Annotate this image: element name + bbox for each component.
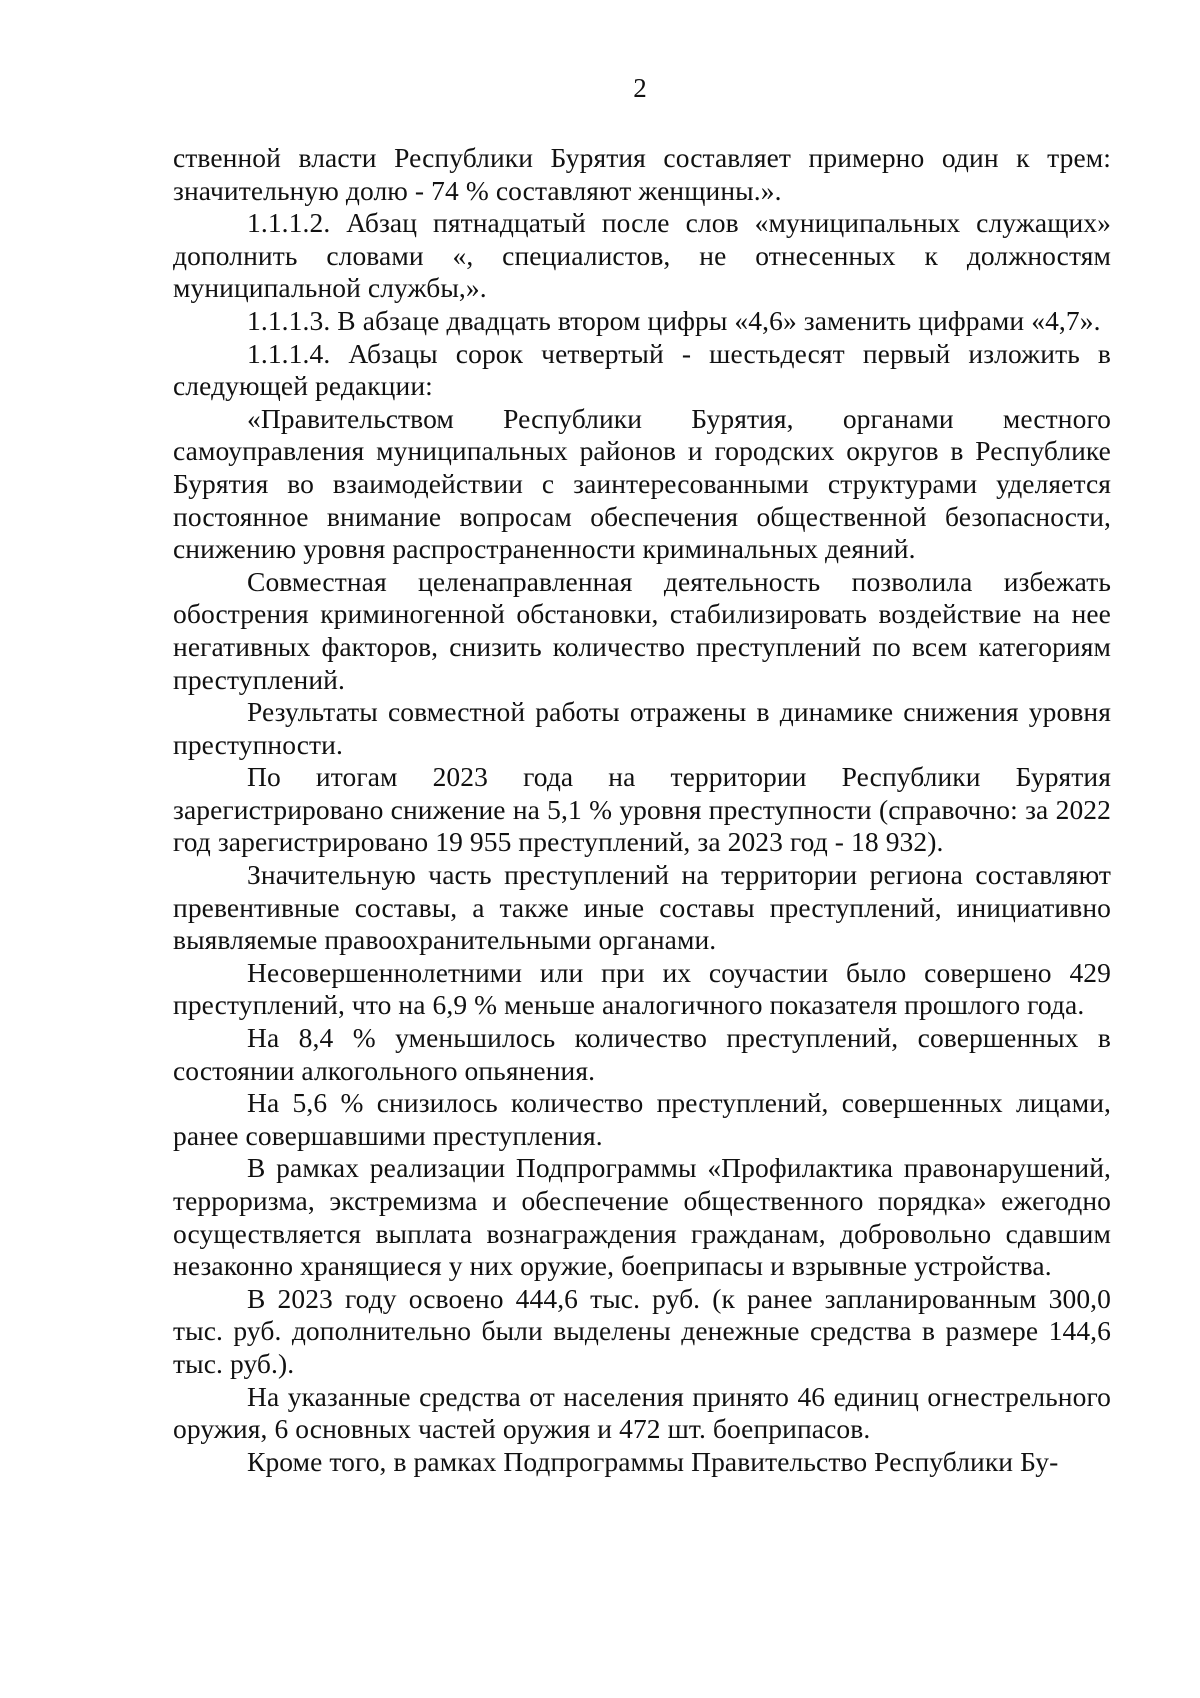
paragraph-item-1-1-1-4: 1.1.1.4. Абзацы сорок четвертый - шестьдесят первый изложить в следующей редакции: xyxy=(173,337,1111,402)
paragraph-alcohol: На 8,4 % уменьшилось количество преступлений, совершенных в состоянии алкогольного опьянения. xyxy=(173,1022,1111,1086)
paragraph-additionally: Кроме того, в рамках Подпрограммы Правительство Республики Бу- xyxy=(247,1445,1059,1477)
paragraph-results: Результаты совместной работы отражены в динамике снижения уровня преступности. xyxy=(173,696,1111,760)
paragraph-2023-results: По итогам 2023 года на территории Республики Бурятия зарегистрировано снижение на 5,1 % уровня преступности (справочно: за 2022 год зарегистрировано 19 955 преступлений, за 2023 год - 18 932). xyxy=(173,761,1111,858)
document-body xyxy=(173,142,1111,1478)
paragraph-continuation: ственной власти Республики Бурятия составляет примерно один к трем: значительную долю - 74 % составляют женщины.». xyxy=(173,142,1111,206)
paragraph-item-1-1-1-2: 1.1.1.2. Абзац пятнадцатый после слов «муниципальных служащих» дополнить словами «, специалистов, не отнесенных к должностям муниципальной службы,». xyxy=(173,207,1111,304)
paragraph-weapons-received: На указанные средства от населения принято 46 единиц огнестрельного оружия, 6 основных частей оружия и 472 шт. боеприпасов. xyxy=(173,1380,1111,1445)
paragraph-preventive-crimes: Значительную часть преступлений на территории региона составляют превентивные составы, а также иные составы преступлений, инициативно выявляемые правоохранительными органами. xyxy=(173,859,1111,956)
paragraph-funds-2023: В 2023 году освоено 444,6 тыс. руб. (к ранее запланированным 300,0 тыс. руб. дополнительно были выделены денежные средства в размере 144,6 тыс. руб.). xyxy=(173,1282,1111,1379)
page-number: 2 xyxy=(633,73,647,103)
paragraph-quoted-intro: «Правительством Республики Бурятия, органами местного самоуправления муниципальных районов и городских округов в Республике Бурятия во взаимодействии с заинтересованными структурами уделяется постоянное внимание вопросам обеспечения общественной безопасности, снижению уровня распространенности криминальных деяний. xyxy=(173,402,1111,565)
paragraph-minors: Несовершеннолетними или при их соучастии было совершено 429 преступлений, что на 6,9 % меньше аналогичного показателя прошлого года. xyxy=(173,956,1111,1021)
paragraph-item-1-1-1-3: 1.1.1.3. В абзаце двадцать втором цифры «4,6» заменить цифрами «4,7». xyxy=(247,304,1101,336)
paragraph-joint-activity: Совместная целенаправленная деятельность позволила избежать обострения криминогенной обстановки, стабилизировать воздействие на нее негативных факторов, снизить количество преступлений по всем категориям преступлений. xyxy=(173,565,1111,695)
paragraph-repeat-offenders: На 5,6 % снизилось количество преступлений, совершенных лицами, ранее совершавшими преступления. xyxy=(173,1087,1111,1151)
paragraph-subprogram-reward: В рамках реализации Подпрограммы «Профилактика правонарушений, терроризма, экстремизма и обеспечение общественного порядка» ежегодно осуществляется выплата вознаграждения гражданам, добровольно сдавшим незаконно хранящиеся у них оружие, боеприпасы и взрывные устройства. xyxy=(173,1152,1111,1282)
